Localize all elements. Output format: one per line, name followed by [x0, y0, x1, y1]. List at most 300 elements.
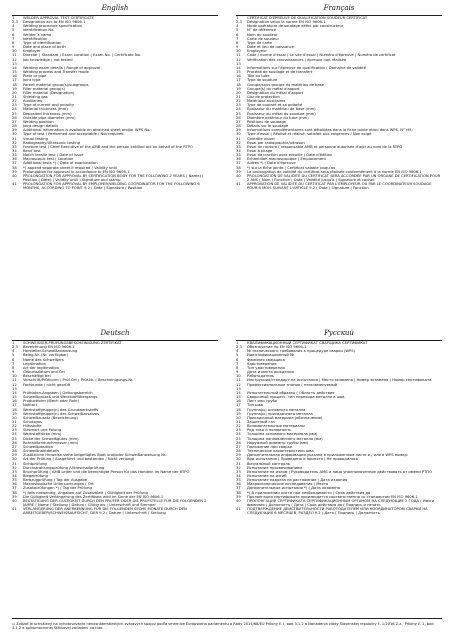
field-label: № технического требования к процедуре сварки (WPS) [247, 349, 356, 354]
field-label: Épaisseur du matériau de base (mm) [247, 107, 316, 112]
field-label: Essai à pliage [247, 149, 273, 153]
field-number: 13 [236, 386, 241, 391]
field-label: Job knowledge ( not tested [23, 57, 73, 62]
field-label: Groupe(s) du métal d'apport [247, 86, 300, 91]
field-label: Визуальный контроль [247, 461, 290, 466]
field-number: 16 [236, 74, 241, 79]
field-label: Type of test ( Performed and acceptable / Not required [23, 132, 124, 137]
field-label: Prolongation for approval in accordance to EN ISO 9606-1 [23, 169, 130, 174]
field-label: VERLÄNGERUNG DER ANERKENNUNG FÜR DIE FOLGENDEN SECHS MONATE DURCH DEN ARBEITGEBER/SCHWEISSAUFSICHT, DER 9.2 ( Datum ( Unterschrift ( Stellung [23, 507, 187, 516]
field-number: 26 [236, 115, 241, 120]
field-number: 33 [236, 144, 241, 149]
field-label: Дополнительная информация указана в приложенном листе и / или в WPS номер: [247, 453, 409, 458]
field-label: Толщина наплавленного металла (мм) [247, 436, 323, 441]
field-label: Rohraußendurchmesser (mm) [23, 440, 79, 445]
field-label: Толщина основного материала (мм) [247, 432, 318, 437]
field-label: Code / norme d'essai ( Le site d'essai ( Numéro d'épreuve ( Numéro de certificat [247, 53, 396, 58]
field-label: Radiography/Ultrasonic testing [23, 140, 81, 145]
field-label: Zusatzprüfungen *) ( Tag der Prüfung [23, 486, 92, 491]
field-label: Макроскопические исследования ( Место [247, 482, 329, 487]
field-number: 40 [12, 173, 17, 178]
field-number: 34 [12, 474, 17, 478]
field-number: 31 [12, 136, 17, 141]
field-number: 10 [12, 49, 17, 54]
field-label: *) sur la fiche jointe ( Certificat valable jusqu'au [247, 165, 336, 170]
field-number: 40 [12, 498, 17, 503]
field-number: 14 [12, 390, 17, 395]
field-number: 33 [236, 469, 241, 474]
field-number: 19 [12, 411, 17, 416]
field-label: Испытание надреза на растяжение ( Дата издания [247, 478, 348, 483]
field-label: Joint type [23, 78, 41, 83]
field-label: Schutzgas [23, 419, 42, 424]
german-section [12, 329, 218, 516]
field-row [236, 174, 442, 182]
field-number: 9 [12, 370, 15, 375]
field-label: Additional information is available on attached sheet and/or WPS No.: [23, 128, 152, 133]
field-label: Gaz de protection [247, 94, 280, 99]
field-number: 8 [236, 40, 239, 45]
field-number: 36 [236, 482, 241, 487]
field-label: Tôle ou tube [247, 74, 270, 79]
field-label: Auxiliaries [23, 99, 43, 104]
field-label: Испытание на изгиб [247, 474, 287, 478]
field-number: 1 [12, 341, 15, 345]
field-number: 24 [12, 432, 17, 437]
field-number: 26 [236, 440, 241, 445]
field-number: 9 [236, 45, 239, 50]
field-label: Schweißnahtdetails [23, 449, 60, 454]
field-number: 16 [12, 74, 17, 79]
field-label: Лист или труба [247, 399, 278, 404]
field-number: 35 [236, 153, 241, 158]
field-number: 4 [12, 24, 15, 29]
field-label: Employer [23, 49, 41, 54]
field-label: Plate or pipe [23, 74, 47, 79]
french-section [236, 4, 442, 191]
field-number: 37 [12, 161, 17, 166]
field-label: Designation acc.to EN ISO 9606-1 [23, 20, 86, 25]
field-number: 22 [236, 424, 241, 429]
field-number: 31 [236, 461, 241, 466]
field-number: 7 [12, 36, 15, 41]
field-label: *) В приложении листе при необходимости ( Срок действия до [247, 490, 371, 495]
field-number: 11 [236, 53, 241, 58]
field-number: 24 [236, 107, 241, 112]
section-title-russian: Русский [236, 329, 442, 341]
field-label: Contrôle visuel [247, 136, 275, 141]
field-label: Produktform (Blech oder Rohr) [23, 399, 80, 404]
field-number: 19 [12, 86, 17, 91]
field-label: Essai par radiographie/ultrason [247, 140, 305, 145]
field-label: Bruchprüfung ( AMB Leiter und die berechtigte Person für das Handeln im Name der RTPO [23, 469, 190, 474]
russian-section [236, 329, 442, 516]
field-number: 16 [236, 399, 241, 404]
field-number: 6 [236, 357, 239, 362]
field-number: 11 [12, 378, 17, 383]
field-number: 6 [12, 32, 15, 37]
field-number: 39 [12, 169, 17, 174]
field-label: Matériaux auxiliaires [247, 99, 286, 104]
field-number: 29 [12, 453, 17, 458]
field-label: Parent material group(s)/subgroups [23, 82, 89, 87]
field-number: 26 [12, 115, 17, 120]
field-row [236, 499, 442, 507]
field-label: Работодатель [247, 374, 275, 379]
field-number: 6 [12, 357, 15, 362]
field-number: 22 [12, 424, 17, 429]
field-label: Prüfdaten-Angaben ( Geltungsbereich [23, 390, 93, 395]
field-label: Род тока и полярность [247, 428, 292, 433]
field-label: Профессиональные знания ( неэкзаменуемый [247, 382, 338, 387]
field-label: Type of current and polarity [23, 103, 74, 108]
field-number: 11 [12, 53, 17, 58]
field-number: 41 [236, 182, 241, 187]
field-label: Bend test [23, 149, 41, 153]
field-label: WELDER APPROVAL TEST CERTIFICATE [23, 16, 94, 20]
field-row [12, 499, 218, 507]
field-number: 18 [236, 82, 241, 87]
field-number: 28 [236, 124, 241, 129]
footnote-text: Zväzať je schválený na vyhotovovanie nenosnbterstiektých zváravých spojov podľa smernice Európskeho parlamentu a Rady 2014/68/EÚ Prílohy č. I, bod 3.1.2 a Nariadenia vlády Slovenskej republiky č. 1/2016 Z.z., Prílohy č. 1, bod 3.1.2 a splnomocnenej štátnovej zariadení na túto [12, 622, 434, 631]
field-number: 41 [12, 507, 17, 512]
field-label: Art der legitimation [23, 365, 59, 370]
field-label: CERTIFICAT D'ÉPREUVE DE QUALIFICATION SOUDEUR CERTIFICAT [247, 16, 368, 20]
field-number: 34 [236, 149, 241, 153]
field-label: PROLONGATION FOR APPROVAL BY CERTIFICATION BODY FOR THE FOLLOWING 2 YEARS ( Name) ( Position ( Date) ( Validity until ) Signature and stamp [23, 173, 204, 183]
field-number: 18 [12, 407, 17, 412]
field-label: ПОДТВЕРЖДЕНИЕ ДЕЙСТВИТЕЛЬНОСТИ РАБОТОДАТЕЛЕМ ИЛИ КООРДИНАТОРОМ СВАРКИ НА СЛЕДУЮЩИХ 6 МЕСЯЦЕВ, РАЗДЕЛ 9.2 ( Дата ( Подпись ( Должность [247, 507, 428, 516]
field-label: Director ( Standard ) Exam Location ( Exam No. ) Certificate No. [23, 53, 141, 58]
field-number: 9 [236, 370, 239, 375]
field-label: Type d'essai ( Réalisé et réalisé, satisfait aux exigences / Non exigé [247, 132, 372, 137]
field-row [12, 507, 218, 515]
field-label: Material thickness (mm) [23, 107, 68, 112]
field-number: 41 [12, 182, 17, 187]
field-number: 2,3 [236, 20, 242, 25]
field-label: Date and place of birth [23, 45, 66, 50]
section-title-english: English [12, 4, 218, 16]
field-label: Инструкция/стандарт на испытания ( Место экзамена ( Номер экзамена ( Номер сертификата [247, 378, 432, 383]
field-label: Additional tests *) ( Date of examination [23, 161, 98, 166]
field-label: Deposited thickness (mm) [23, 111, 72, 116]
field-number: 31 [12, 461, 17, 466]
field-label: Diamètre extérieur du tube (mm) [247, 115, 309, 120]
field-label: Carte de soudeur [247, 36, 279, 41]
field-label: Bezeichnung EN ISO 9606-1 [23, 345, 75, 350]
field-number: 30 [236, 457, 241, 462]
field-label: Вспомогательные материалы [247, 424, 305, 429]
field-label: Welding procedure specification [23, 24, 83, 29]
field-label: La prolongation de validité du certificat sera réalisée conformément à la norme EN ISO 9606-1 [247, 169, 422, 174]
field-number: 14 [236, 65, 241, 70]
field-label: Welding exam details ( Range of approval [23, 65, 101, 70]
field-number: 14 [236, 390, 241, 395]
field-label: Échantillon macroscopique ( Emplacement [247, 157, 326, 162]
field-label: Geburtsdatum und Ort [23, 370, 65, 375]
field-label: ПРОЛОНГАЦИЯ СЕРТИФИКАТА СЕРТИФИКАЦИОННЫМ ОРГАНОМ НА СЛЕДУЮЩИЕ 2 ГОДА ( Имя и фамилия ( Должность ( Дата ( Срок действия до ( Подпись и печать [247, 498, 435, 508]
field-number: 24 [236, 432, 241, 437]
field-number: 35 [236, 478, 241, 483]
field-number: 4 [236, 24, 239, 29]
field-number: 7 [236, 361, 239, 366]
field-label: PROLONGATION FOR APPROVAL BY EMPLOYER/WELDING COORDINATOR FOR THE FOLLOWING 6 MONTHS, ACCORDING TO POINT 9.2 ( Date ( Signature ( Position [23, 182, 200, 191]
field-row [236, 507, 442, 515]
field-label: Autres *) ( Date d'épreuve [247, 161, 296, 166]
field-number: 5 [12, 353, 15, 358]
field-label: APPROBATION DE VALIDITÉ DU CERTIFICAT PAR L'EMPLOYEUR OU PAR LE COORDINATEUR SOUDAGE POUR 6 MOIS SUIVANT L'ARTICLE 9.2 ( Date ( Signature ( Fonction [247, 182, 432, 191]
field-number: 37 [236, 486, 241, 491]
field-number: 10 [236, 49, 241, 54]
field-label: КВАЛИФИКАЦИОННЫЙ СЕРТИФИКАТ СВАРЩИКА СЕРТИФИКАТ [247, 341, 368, 345]
field-number: 34 [12, 149, 17, 153]
field-number: 12 [236, 57, 241, 62]
field-number: 13 [12, 61, 17, 66]
field-number: 28 [236, 449, 241, 454]
field-label: Werkstoffgruppe(n) des Grundwerkstoffs [23, 407, 99, 412]
field-row [12, 182, 218, 190]
field-label: Тип удостоверения [247, 365, 285, 370]
field-number: 39 [236, 494, 241, 499]
field-label: Пролонгация сертификата производится соответственно со стандартом EN ISO 9606-1 [247, 494, 418, 499]
field-number: 13 [12, 386, 17, 391]
footnote-mark: 1) [12, 622, 16, 626]
field-label: Détails sur le soudage [247, 124, 289, 129]
field-label: Name des Schweißers [23, 357, 64, 362]
field-label: Type de courant et sa polarité [247, 103, 303, 108]
field-label: BESTÄTIGUNG DER GÜLTIGKEIT DURCH DEN PRÜFER ODER DIE PRÜFSTELLE FÜR DIE FOLGENDEN 2 JAHRE ( Name ( Stellung ( Datum ( Gültig bis ( Unterschrift und Stempel [23, 498, 207, 508]
field-label: Дополнительные испытания *) ( Дата экзамена [247, 486, 341, 491]
field-label: Технические характеристики шва [247, 449, 314, 454]
field-number: 29 [236, 128, 241, 133]
field-number: 19 [236, 411, 241, 416]
field-number: 34 [236, 474, 241, 478]
field-number: 10 [12, 374, 17, 379]
field-number: 23 [236, 103, 241, 108]
field-number: 8 [236, 365, 239, 370]
field-label: Welding process and Transfer mode [23, 70, 89, 75]
field-label: PROLONGATION DE VALIDITÉ DU CERTIFICAT SERA ACCORDÉE PAR UN ORGANE DE CERTIFICATION POUR 2 ANS ( Nom ( Fonction ( Date ( Validité jusqu'à ( Signature et cachet [247, 173, 441, 183]
field-number: 15 [12, 395, 17, 400]
field-label: N° de référence [247, 28, 277, 33]
field-number: 27 [236, 444, 241, 449]
field-number: 28 [12, 124, 17, 129]
field-label: Удостоверение [247, 361, 277, 366]
field-label: Type de carte [247, 40, 272, 45]
field-number: 1 [236, 16, 239, 20]
russian-field-list [236, 341, 442, 516]
field-number: 17 [236, 403, 241, 408]
field-number: 36 [12, 482, 17, 487]
field-number: 20 [12, 415, 17, 420]
field-label: Outside pipe diameter (mm) [23, 115, 76, 120]
field-label: Stromart und Polung [23, 428, 62, 433]
field-label: Désignation selon la norme EN ISO 9606-1 [247, 20, 326, 25]
field-label: Art der Prüfung ( Ausgeführt und bestanden / Nicht verlangt [23, 457, 134, 462]
field-label: Kerbzugprüfung ( Tag der Ausgabe [23, 478, 87, 483]
field-label: Désignation du métal d'apport [247, 90, 304, 95]
field-number: 5 [12, 28, 15, 33]
field-number: 13 [236, 61, 241, 66]
field-number: 18 [12, 82, 17, 87]
field-label: Hilfsstoffe [23, 424, 42, 429]
field-label: Type de soudure [247, 78, 278, 83]
field-label: Biegeprüfung [23, 474, 48, 478]
field-number: 12 [236, 382, 241, 387]
field-label: Hersteller-Schweißanweisung [23, 349, 78, 354]
field-number: 21 [236, 94, 241, 99]
field-number: 38 [236, 165, 241, 170]
field-label: Filler material group(s) [23, 86, 65, 91]
field-number: 15 [12, 70, 17, 75]
field-label: Beleg-Nr. (Nr. verfügbar) [23, 353, 69, 358]
field-number: 9 [12, 45, 15, 50]
field-label: Vorschrift/Prüfnorm ( Prüf-Ort ( Prüf-Nr. ( Bescheinigungs-Nr. [23, 378, 134, 383]
field-label: Schweißzusatz (Bezeichnung) [23, 415, 78, 420]
field-label: Groupe/sous-groupe du matériau de base [247, 82, 324, 87]
field-label: Macroscopic test ( Location [23, 157, 74, 162]
field-label: Nom du soudeur [247, 32, 278, 37]
field-number: 12 [12, 57, 17, 62]
field-number: 29 [12, 128, 17, 133]
field-number: 6 [236, 32, 239, 37]
field-number: 40 [236, 173, 241, 178]
field-number: 7 [236, 36, 239, 41]
field-label: Date et lieu de naissance [247, 45, 294, 50]
field-number: 36 [236, 157, 241, 162]
field-number: 24 [12, 107, 17, 112]
field-label: Welding position [23, 119, 54, 124]
english-section [12, 4, 218, 191]
field-label: Идентификационный № [247, 353, 294, 358]
field-number: 27 [236, 119, 241, 124]
field-label: Вид испытания ( Проведено и принято ( Не проводилось [247, 457, 359, 462]
field-label: Schweißprozeß und Werkstoffübergangs [23, 395, 98, 400]
field-number: 4 [12, 349, 15, 354]
field-number: 17 [12, 78, 17, 83]
field-number: 2,3 [12, 345, 18, 350]
field-number: 5 [236, 28, 239, 33]
field-number: 30 [12, 132, 17, 137]
field-label: Sichtprüfung [23, 461, 47, 466]
field-number: 39 [236, 169, 241, 174]
field-number: 37 [236, 161, 241, 166]
field-label: Identification [23, 36, 48, 41]
field-label: Сварочный процесс, тип перехода металла в шов [247, 395, 345, 400]
field-label: Informations complémentaires sont détaillées dans la fiche jointe et/ou dans WPS, N° réf.: [247, 128, 414, 133]
field-number: 19 [236, 86, 241, 91]
field-label: Essai de traction avec entaille ( Date d'édition [247, 153, 333, 158]
field-number: 22 [12, 99, 17, 104]
field-label: Positions de soudage [247, 119, 286, 124]
field-number: 25 [12, 111, 17, 116]
field-number: 25 [236, 436, 241, 441]
field-label: Procédé de soudage et de transfert [247, 70, 313, 75]
field-number: 21 [12, 419, 17, 424]
section-title-german: Deutsch [12, 329, 218, 341]
field-number: 8 [12, 40, 15, 45]
field-label: Испытательный образец ( Область действия [247, 390, 335, 395]
footnote [12, 618, 442, 630]
field-number: 22 [236, 99, 241, 104]
field-number: 36 [12, 157, 17, 162]
field-label: Shielding gas [23, 94, 48, 99]
field-number: 14 [12, 65, 17, 70]
field-label: Welder´s name [23, 32, 52, 37]
field-label: Makroskopische Untersuchungen ( Ort [23, 482, 94, 487]
french-field-list [236, 16, 442, 191]
field-row [12, 174, 218, 182]
field-label: Essai de rupture ( responsable AMB et personne autorisée d'agir au nom de la RTPO [247, 144, 403, 149]
field-label: Vérification des connaissances ( épreuve non réalisée [247, 57, 347, 62]
field-label: Type of identification [23, 40, 62, 45]
field-number: 10 [236, 374, 241, 379]
field-number: 2,3 [236, 345, 242, 350]
field-label: Visual testing [23, 136, 48, 141]
field-label: Тип шва [247, 403, 264, 408]
field-label: SCHWEISSER-PRÜFUNGSBESCHEINIGUNG ZERTIFIKAT [23, 341, 122, 345]
field-label: Дата и место рождения [247, 370, 294, 375]
field-number: 8 [12, 365, 15, 370]
field-label: Группа(ы) основного металла [247, 407, 306, 412]
field-label: Zusätzliche Hinweise siehe beigefügtes Blatt und/oder Schweißanweisung Nr.: [23, 453, 168, 458]
field-label: Nahtart [23, 403, 38, 408]
field-label: Werkstoffgruppe(n) des Schweißzusatzes [23, 411, 100, 416]
field-number: 30 [236, 132, 241, 137]
field-number: 26 [12, 440, 17, 445]
field-number: 38 [12, 165, 17, 170]
field-number: 15 [236, 70, 241, 75]
field-label: Joint design details [23, 124, 59, 129]
field-label: Защитный газ [247, 419, 275, 424]
field-number: 23 [12, 428, 17, 433]
field-number: 23 [12, 103, 17, 108]
field-row [236, 182, 442, 190]
field-number: 21 [236, 419, 241, 424]
field-label: Обозначение по EN ISO 9606-1 [247, 345, 307, 350]
field-label: Fracture test ( Chief Executive of the AMB and the person entitled act on behalf of the RTPO [23, 144, 193, 149]
field-label: *) append separate sheet if required ( Validity until [23, 165, 117, 170]
field-label: *) falls notwendig, Angaben auf Zusatzblatt ( Gültigkeit der Prüfung [23, 490, 148, 495]
field-label: Наружный диаметр трубы (мм) [247, 440, 309, 445]
field-label: Employeur [247, 49, 267, 54]
field-number: 40 [236, 498, 241, 503]
section-title-french: Français [236, 4, 442, 16]
field-number: 2,3 [12, 20, 18, 25]
field-number: 35 [12, 153, 17, 158]
field-number: 41 [236, 507, 241, 512]
field-number: 17 [236, 78, 241, 83]
field-number: 20 [12, 90, 17, 95]
field-number: 29 [236, 453, 241, 458]
field-number: 1 [236, 341, 239, 345]
field-number: 20 [236, 90, 241, 95]
field-number: 11 [236, 378, 241, 383]
field-label: Beschäftigt bei [23, 374, 51, 379]
field-label: Группа(ы) присадочного металла [247, 411, 313, 416]
field-label: Die Gültigkeit Verlängerung des Zertifikats wird im Sinne der EN ISO 9606-1 [23, 494, 164, 499]
field-label: Испытание на излом ( Руководитель АМБ и лицо уполномоченное действовать от имени РТПО [247, 469, 432, 474]
field-label: Épaisseur du métal du soudure (mm) [247, 111, 316, 116]
field-number: 39 [12, 494, 17, 499]
field-number: 4 [236, 349, 239, 354]
field-label: Werkstoffdicke (mm) [23, 432, 62, 437]
field-label: Legitimation [23, 361, 47, 366]
field-label: Присадочный материал (обозначение) [247, 415, 323, 420]
field-number: 17 [12, 403, 17, 408]
field-number: 16 [12, 399, 17, 404]
field-number: 33 [12, 469, 17, 474]
